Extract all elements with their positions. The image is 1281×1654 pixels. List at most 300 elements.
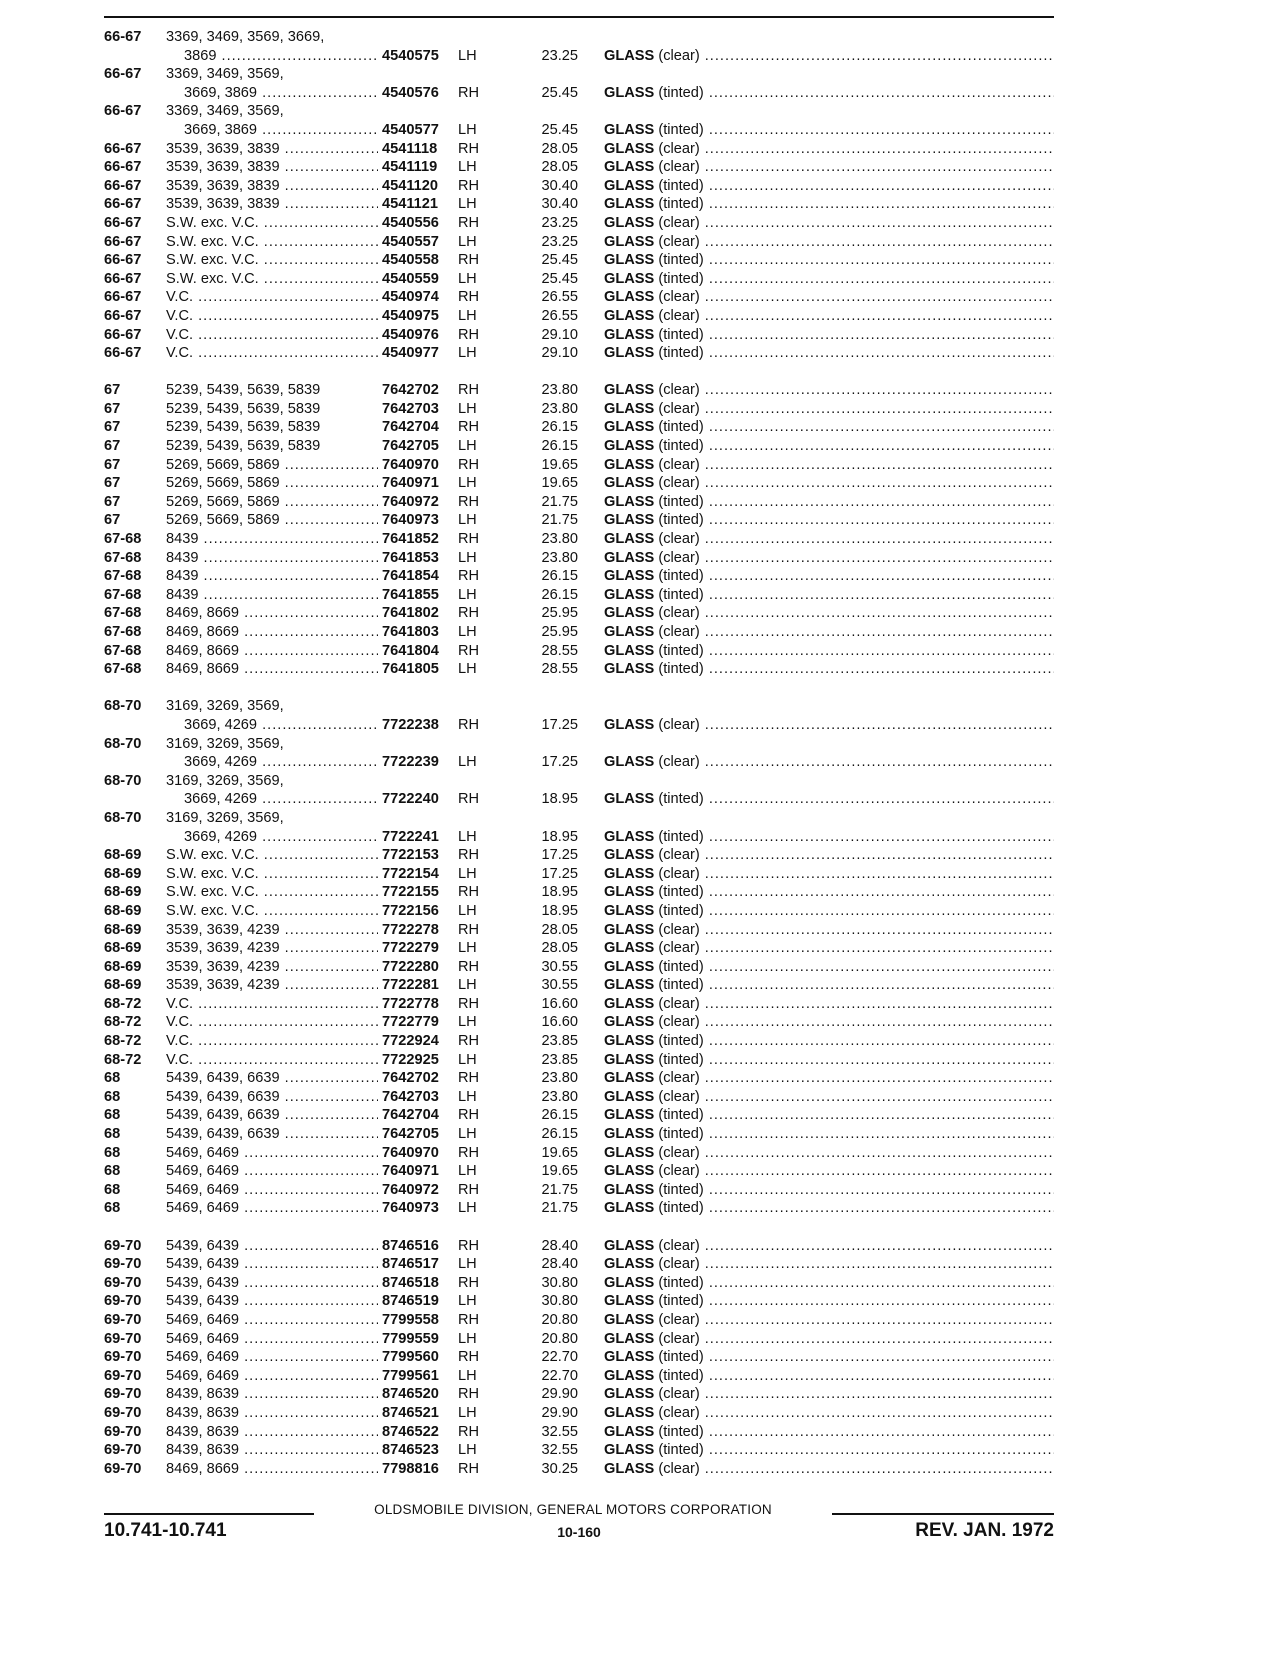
description-name: GLASS — [604, 1051, 655, 1068]
description — [604, 883, 1054, 902]
model-year: 69-70 — [104, 1386, 142, 1403]
description — [604, 1237, 1054, 1256]
description-detail: (tinted) — [658, 1107, 704, 1124]
side: LH — [458, 902, 477, 919]
price: 19.65 — [541, 456, 578, 473]
part-number: 7642702 — [378, 1069, 439, 1088]
part-number: 4540976 — [378, 326, 439, 345]
description — [604, 456, 1054, 475]
description — [604, 1069, 1054, 1088]
description-name: GLASS — [604, 1126, 655, 1143]
description — [604, 195, 1054, 214]
side: RH — [458, 847, 480, 864]
price: 19.65 — [541, 1163, 578, 1180]
description — [604, 177, 1054, 196]
description — [604, 474, 1054, 493]
part-number: 7722239 — [378, 753, 439, 772]
description — [604, 381, 1054, 400]
description — [604, 1125, 1054, 1144]
description-detail: (tinted) — [658, 828, 704, 845]
table-row — [104, 288, 1054, 307]
description-detail: (clear) — [658, 1256, 700, 1273]
part-number: 4540977 — [378, 344, 439, 363]
description — [604, 1088, 1054, 1107]
side: RH — [458, 716, 480, 733]
price: 23.80 — [541, 1070, 578, 1087]
model-numbers: S.W. exc. V.C. ..... — [166, 865, 434, 884]
description-name: GLASS — [604, 828, 655, 845]
price: 25.45 — [541, 121, 578, 138]
price: 28.40 — [541, 1256, 578, 1273]
part-number: 7722241 — [378, 828, 439, 847]
model-numbers: 8439 ..... — [166, 530, 434, 549]
model-numbers: S.W. exc. V.C. ..... — [166, 214, 434, 233]
model-numbers: 5469, 6469 ..... — [166, 1181, 434, 1200]
model-numbers: 5439, 6439 ..... — [166, 1255, 434, 1274]
description — [604, 958, 1054, 977]
price: 28.40 — [541, 1237, 578, 1254]
model-year: 67 — [104, 475, 121, 492]
model-year: 66-67 — [104, 140, 142, 157]
model-year: 68-69 — [104, 958, 142, 975]
model-year: 68 — [104, 1200, 121, 1217]
description — [604, 753, 1054, 772]
description — [604, 902, 1054, 921]
model-year: 69-70 — [104, 1256, 142, 1273]
table-row — [104, 530, 1054, 549]
model-year: 67-68 — [104, 661, 142, 678]
model-numbers: 8439 ..... — [166, 586, 434, 605]
description-detail: (tinted) — [658, 977, 704, 994]
description — [604, 1367, 1054, 1386]
description-name: GLASS — [604, 531, 655, 548]
model-numbers: S.W. exc. V.C. ..... — [166, 846, 434, 865]
description-detail: (clear) — [658, 307, 700, 324]
description-name: GLASS — [604, 1033, 655, 1050]
description-name: GLASS — [604, 493, 655, 510]
part-number: 4540975 — [378, 307, 439, 326]
model-numbers: 3669, 3869 ..... — [184, 121, 434, 140]
part-number: 7641805 — [378, 660, 439, 679]
model-numbers: 8439, 8639 ..... — [166, 1385, 434, 1404]
model-numbers: 5239, 5439, 5639, 5839 — [166, 438, 321, 455]
model-numbers: 5269, 5669, 5869 ..... — [166, 511, 434, 530]
description-detail: (clear) — [658, 716, 700, 733]
part-number: 7640971 — [378, 1162, 439, 1181]
price: 23.25 — [541, 233, 578, 250]
model-year: 66-67 — [104, 103, 142, 120]
model-year: 68-69 — [104, 865, 142, 882]
description — [604, 846, 1054, 865]
price: 28.05 — [541, 921, 578, 938]
description-detail: (tinted) — [658, 1293, 704, 1310]
model-year: 68-69 — [104, 884, 142, 901]
model-numbers: 8439, 8639 ..... — [166, 1404, 434, 1423]
description — [604, 1348, 1054, 1367]
description-name: GLASS — [604, 1107, 655, 1124]
description — [604, 642, 1054, 661]
part-number: 7722280 — [378, 958, 439, 977]
part-number: 7722281 — [378, 976, 439, 995]
model-year: 67 — [104, 400, 121, 417]
price: 17.25 — [541, 716, 578, 733]
table-row — [104, 28, 1054, 47]
model-numbers: S.W. exc. V.C. ..... — [166, 251, 434, 270]
description-name: GLASS — [604, 902, 655, 919]
model-year: 66-67 — [104, 196, 142, 213]
description — [604, 400, 1054, 419]
price: 25.95 — [541, 624, 578, 640]
description-detail: (clear) — [658, 1311, 700, 1328]
description-detail: (clear) — [658, 475, 700, 492]
description-name: GLASS — [604, 196, 655, 213]
model-year: 66-67 — [104, 289, 142, 306]
description-name: GLASS — [604, 289, 655, 306]
description-detail: (tinted) — [658, 1349, 704, 1366]
part-number: 7642704 — [378, 1106, 439, 1125]
model-numbers: 5469, 6469 ..... — [166, 1348, 434, 1367]
side: LH — [458, 345, 477, 362]
description-detail: (tinted) — [658, 121, 704, 138]
side: RH — [458, 1237, 480, 1254]
price: 23.25 — [541, 214, 578, 231]
model-numbers: 8469, 8669 ..... — [166, 1460, 434, 1479]
price: 16.60 — [541, 1014, 578, 1031]
side: LH — [458, 1367, 477, 1384]
side: RH — [458, 1311, 480, 1328]
table-row — [104, 1292, 1054, 1311]
part-number: 7722278 — [378, 921, 439, 940]
description-detail: (tinted) — [658, 438, 704, 455]
description-name: GLASS — [604, 307, 655, 324]
table-row — [104, 121, 1054, 140]
table-row — [104, 735, 1054, 754]
description — [604, 549, 1054, 568]
model-numbers: 3539, 3639, 3839 ..... — [166, 158, 434, 177]
part-number: 7641803 — [378, 623, 439, 642]
model-year: 66-67 — [104, 345, 142, 362]
description-detail: (clear) — [658, 1404, 700, 1421]
table-row — [104, 47, 1054, 66]
part-number: 7641802 — [378, 604, 439, 623]
model-numbers: 5439, 6439 ..... — [166, 1237, 434, 1256]
price: 25.95 — [541, 605, 578, 622]
model-numbers: 5469, 6469 ..... — [166, 1311, 434, 1330]
part-number: 7722238 — [378, 716, 439, 735]
price: 29.90 — [541, 1404, 578, 1421]
part-number: 4541119 — [378, 158, 437, 177]
part-number: 7642702 — [378, 381, 439, 400]
part-number: 7641854 — [378, 567, 439, 586]
table-row — [104, 1460, 1054, 1479]
model-year: 67 — [104, 512, 121, 529]
description — [604, 288, 1054, 307]
model-numbers: 3169, 3269, 3569, — [166, 772, 284, 789]
model-numbers: 3539, 3639, 4239 ..... — [166, 976, 434, 995]
side: LH — [458, 270, 477, 287]
description-detail: (tinted) — [658, 586, 704, 603]
model-year: 68-72 — [104, 1033, 142, 1050]
price: 28.55 — [541, 642, 578, 659]
description-name: GLASS — [604, 1293, 655, 1310]
description — [604, 1144, 1054, 1163]
table-row — [104, 1181, 1054, 1200]
description-name: GLASS — [604, 1237, 655, 1254]
part-number: 4541120 — [378, 177, 438, 196]
price: 25.45 — [541, 270, 578, 287]
description-name: GLASS — [604, 233, 655, 250]
model-year: 68 — [104, 1163, 121, 1180]
model-year: 68-72 — [104, 1014, 142, 1031]
side: RH — [458, 419, 480, 436]
part-number: 7642703 — [378, 1088, 439, 1107]
model-year: 67-68 — [104, 624, 142, 640]
footer-page-number: 10-160 — [557, 1524, 601, 1540]
description — [604, 1162, 1054, 1181]
description — [604, 47, 1054, 66]
model-year: 68-69 — [104, 921, 142, 938]
table-row — [104, 1069, 1054, 1088]
price: 28.55 — [541, 661, 578, 678]
price: 29.90 — [541, 1386, 578, 1403]
description-name: GLASS — [604, 754, 655, 771]
model-numbers: 8469, 8669 ..... — [166, 642, 434, 661]
model-numbers: 5439, 6439 ..... — [166, 1274, 434, 1293]
model-year: 67 — [104, 456, 121, 473]
description-detail: (tinted) — [658, 1274, 704, 1291]
description — [604, 1199, 1054, 1218]
description-detail: (clear) — [658, 233, 700, 250]
description-name: GLASS — [604, 214, 655, 231]
description-detail: (clear) — [658, 549, 700, 566]
description-name: GLASS — [604, 847, 655, 864]
model-year: 69-70 — [104, 1460, 142, 1477]
description — [604, 140, 1054, 159]
price: 21.75 — [541, 1200, 578, 1217]
price: 30.55 — [541, 958, 578, 975]
side: RH — [458, 493, 480, 510]
part-number: 4540559 — [378, 270, 439, 289]
description-detail: (clear) — [658, 47, 700, 64]
description-name: GLASS — [604, 1367, 655, 1384]
description-detail: (tinted) — [658, 1126, 704, 1143]
side: LH — [458, 196, 477, 213]
part-number: 7642705 — [378, 1125, 439, 1144]
model-numbers: 5439, 6439, 6639 ..... — [166, 1106, 434, 1125]
model-numbers: 3539, 3639, 3839 ..... — [166, 195, 434, 214]
part-number: 4541121 — [378, 195, 438, 214]
description — [604, 1181, 1054, 1200]
model-numbers: 5269, 5669, 5869 ..... — [166, 474, 434, 493]
description-name: GLASS — [604, 270, 655, 287]
price: 26.15 — [541, 568, 578, 585]
description-name: GLASS — [604, 1088, 655, 1105]
description — [604, 251, 1054, 270]
model-year: 67-68 — [104, 586, 142, 603]
model-year: 68-72 — [104, 995, 142, 1012]
price: 28.05 — [541, 940, 578, 957]
side: LH — [458, 1404, 477, 1421]
footer-section-number: 10.741-10.741 — [104, 1520, 227, 1541]
part-number: 7640972 — [378, 1181, 439, 1200]
side: LH — [458, 1014, 477, 1031]
description — [604, 493, 1054, 512]
side: RH — [458, 1070, 480, 1087]
description-name: GLASS — [604, 940, 655, 957]
side: RH — [458, 214, 480, 231]
model-numbers: 3539, 3639, 3839 ..... — [166, 140, 434, 159]
description — [604, 418, 1054, 437]
side: RH — [458, 326, 480, 343]
description-detail: (tinted) — [658, 84, 704, 101]
table-row — [104, 1088, 1054, 1107]
model-year: 69-70 — [104, 1311, 142, 1328]
table-row — [104, 1385, 1054, 1404]
description — [604, 511, 1054, 530]
side: LH — [458, 1293, 477, 1310]
description-detail: (tinted) — [658, 270, 704, 287]
side: RH — [458, 382, 480, 399]
description-detail: (tinted) — [658, 512, 704, 529]
side: LH — [458, 1163, 477, 1180]
model-numbers: 5239, 5439, 5639, 5839 — [166, 400, 321, 417]
table-row — [104, 1255, 1054, 1274]
part-number: 7799561 — [378, 1367, 439, 1386]
description-detail: (clear) — [658, 289, 700, 306]
price: 23.80 — [541, 400, 578, 417]
table-row — [104, 326, 1054, 345]
model-numbers: 3169, 3269, 3569, — [166, 735, 284, 752]
side: RH — [458, 456, 480, 473]
table-row — [104, 158, 1054, 177]
model-year: 67-68 — [104, 549, 142, 566]
description-detail: (tinted) — [658, 568, 704, 585]
model-year: 69-70 — [104, 1330, 142, 1347]
price: 16.60 — [541, 995, 578, 1012]
model-numbers: V.C. ..... — [166, 307, 434, 326]
table-row — [104, 772, 1054, 791]
footer-division: OLDSMOBILE DIVISION, GENERAL MOTORS CORPORATION — [374, 1502, 772, 1517]
model-numbers: 5469, 6469 ..... — [166, 1162, 434, 1181]
model-numbers: 3539, 3639, 4239 ..... — [166, 958, 434, 977]
description-detail: (clear) — [658, 1014, 700, 1031]
model-year: 69-70 — [104, 1293, 142, 1310]
table-row — [104, 1032, 1054, 1051]
part-number: 7722153 — [378, 846, 439, 865]
price: 30.80 — [541, 1274, 578, 1291]
description — [604, 1106, 1054, 1125]
price: 30.40 — [541, 177, 578, 194]
table-row — [104, 214, 1054, 233]
description-detail: (tinted) — [658, 1367, 704, 1384]
model-year: 66-67 — [104, 66, 142, 83]
table-row — [104, 958, 1054, 977]
price: 23.80 — [541, 382, 578, 399]
description — [604, 530, 1054, 549]
part-number: 8746521 — [378, 1404, 439, 1423]
side: RH — [458, 995, 480, 1012]
description — [604, 586, 1054, 605]
model-year: 69-70 — [104, 1423, 142, 1440]
description-name: GLASS — [604, 1070, 655, 1087]
table-row — [104, 716, 1054, 735]
side: LH — [458, 47, 477, 64]
description-detail: (tinted) — [658, 1200, 704, 1217]
model-numbers: 8469, 8669 ..... — [166, 660, 434, 679]
table-row — [104, 865, 1054, 884]
description-detail: (clear) — [658, 1330, 700, 1347]
description — [604, 270, 1054, 289]
description-detail: (clear) — [658, 140, 700, 157]
model-numbers: S.W. exc. V.C. ..... — [166, 902, 434, 921]
part-number: 7798816 — [378, 1460, 439, 1479]
part-number: 7799558 — [378, 1311, 439, 1330]
table-row — [104, 84, 1054, 103]
table-row — [104, 549, 1054, 568]
description — [604, 1292, 1054, 1311]
description-name: GLASS — [604, 1256, 655, 1273]
description-detail: (tinted) — [658, 177, 704, 194]
price: 26.55 — [541, 307, 578, 324]
part-number: 7640970 — [378, 456, 439, 475]
part-number: 7722778 — [378, 995, 439, 1014]
description — [604, 567, 1054, 586]
description-name: GLASS — [604, 977, 655, 994]
side: LH — [458, 159, 477, 176]
model-year: 66-67 — [104, 307, 142, 324]
part-number: 8746523 — [378, 1441, 439, 1460]
description-name: GLASS — [604, 475, 655, 492]
side: LH — [458, 1256, 477, 1273]
side: RH — [458, 177, 480, 194]
description — [604, 604, 1054, 623]
description-name: GLASS — [604, 1144, 655, 1161]
model-year: 67-68 — [104, 531, 142, 548]
description-detail: (tinted) — [658, 1051, 704, 1068]
description — [604, 326, 1054, 345]
description — [604, 939, 1054, 958]
description-detail: (clear) — [658, 940, 700, 957]
price: 26.15 — [541, 419, 578, 436]
model-year: 68-69 — [104, 902, 142, 919]
model-year: 69-70 — [104, 1274, 142, 1291]
description — [604, 995, 1054, 1014]
side: LH — [458, 121, 477, 138]
model-year: 69-70 — [104, 1367, 142, 1384]
description — [604, 1274, 1054, 1293]
model-year: 67-68 — [104, 605, 142, 622]
model-year: 66-67 — [104, 326, 142, 343]
model-numbers: 5269, 5669, 5869 ..... — [166, 493, 434, 512]
price: 30.25 — [541, 1460, 578, 1477]
description-detail: (tinted) — [658, 902, 704, 919]
price: 21.75 — [541, 493, 578, 510]
side: LH — [458, 1330, 477, 1347]
description-name: GLASS — [604, 1163, 655, 1180]
side: LH — [458, 307, 477, 324]
side: LH — [458, 400, 477, 417]
part-number: 8746522 — [378, 1423, 439, 1442]
description — [604, 1032, 1054, 1051]
description — [604, 1311, 1054, 1330]
side: LH — [458, 1088, 477, 1105]
model-numbers: V.C. ..... — [166, 1032, 434, 1051]
description-detail: (tinted) — [658, 1181, 704, 1198]
price: 18.95 — [541, 828, 578, 845]
model-year: 68-69 — [104, 940, 142, 957]
side: RH — [458, 1144, 480, 1161]
model-numbers: 3169, 3269, 3569, — [166, 809, 284, 826]
